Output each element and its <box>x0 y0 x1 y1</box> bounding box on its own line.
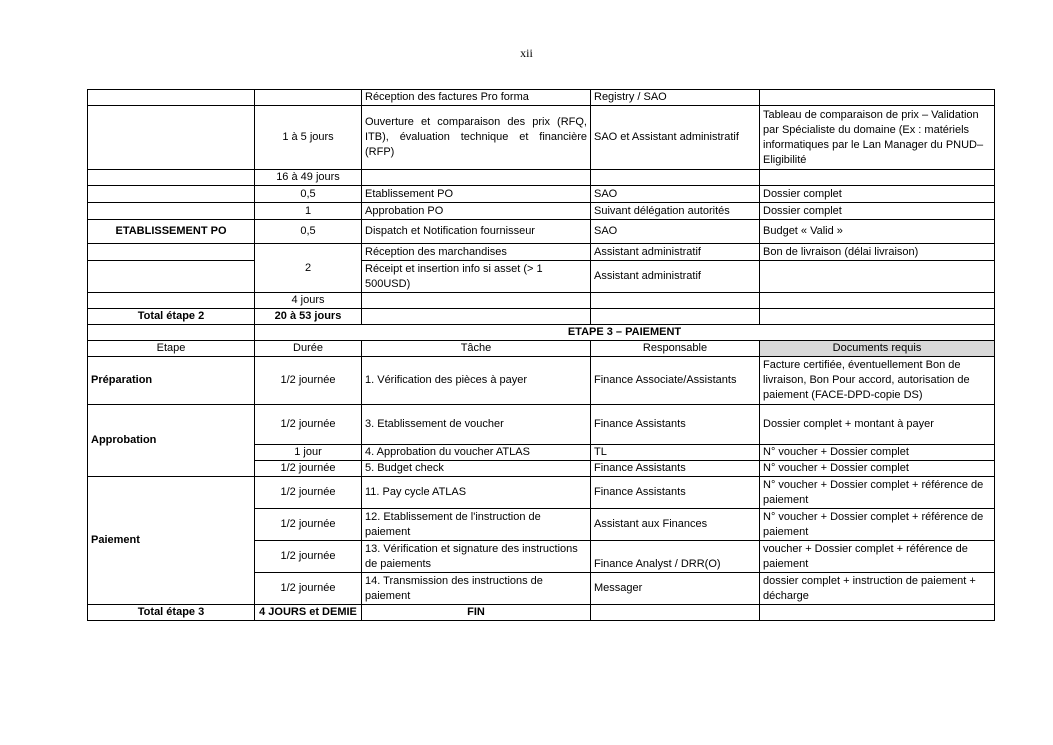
documents-cell <box>760 309 995 325</box>
etape-cell <box>88 203 255 220</box>
documents-cell: N° voucher + Dossier complet <box>760 445 995 461</box>
tache-cell: Réceipt et insertion info si asset (> 1 500USD) <box>362 261 591 293</box>
duree-cell: 1/2 journée <box>255 509 362 541</box>
header-documents: Documents requis <box>760 341 995 357</box>
duree-cell <box>255 90 362 106</box>
table-row <box>88 244 995 261</box>
total-tache: FIN <box>362 605 591 621</box>
tache-cell: 13. Vérification et signature des instructions de paiements <box>362 541 591 573</box>
tache-cell: Réception des factures Pro forma <box>362 90 591 106</box>
duree-cell: 1/2 journée <box>255 541 362 573</box>
tache-cell: Etablissement PO <box>362 186 591 203</box>
responsable-cell <box>591 605 760 621</box>
duree-cell: 1/2 journée <box>255 405 362 445</box>
documents-cell: voucher + Dossier complet + référence de paiement <box>760 541 995 573</box>
responsable-cell: Finance Assistants <box>591 461 760 477</box>
etape-cell <box>88 293 255 309</box>
documents-cell: Bon de livraison (délai livraison) <box>760 244 995 261</box>
duree-cell: 1 <box>255 203 362 220</box>
empty-cell <box>88 325 255 341</box>
etape-cell <box>88 170 255 186</box>
documents-cell: Dossier complet + montant à payer <box>760 405 995 445</box>
responsable-cell: Registry / SAO <box>591 90 760 106</box>
duree-cell: 1 à 5 jours <box>255 106 362 170</box>
tache-cell: Ouverture et comparaison des prix (RFQ, ITB), évaluation technique et financière (RFP) <box>362 106 591 170</box>
tache-cell: Approbation PO <box>362 203 591 220</box>
responsable-cell: Assistant administratif <box>591 244 760 261</box>
etape-label-paiement: Paiement <box>88 477 255 605</box>
procedure-table <box>87 89 995 621</box>
table-row <box>88 220 995 244</box>
documents-cell <box>760 90 995 106</box>
responsable-cell: Finance Analyst / DRR(O) <box>591 541 760 573</box>
tache-cell: 11. Pay cycle ATLAS <box>362 477 591 509</box>
total-duree: 20 à 53 jours <box>255 309 362 325</box>
table-row <box>88 261 995 293</box>
header-responsable: Responsable <box>591 341 760 357</box>
table-row <box>88 90 995 106</box>
etape-cell <box>88 261 255 293</box>
duree-cell: 1/2 journée <box>255 461 362 477</box>
table-row <box>88 186 995 203</box>
etape-cell <box>88 186 255 203</box>
tache-cell: Dispatch et Notification fournisseur <box>362 220 591 244</box>
total-row <box>88 309 995 325</box>
header-tache: Tâche <box>362 341 591 357</box>
documents-cell <box>760 261 995 293</box>
responsable-cell: TL <box>591 445 760 461</box>
duree-cell: 0,5 <box>255 220 362 244</box>
tache-cell: 3. Etablissement de voucher <box>362 405 591 445</box>
documents-cell: Dossier complet <box>760 186 995 203</box>
responsable-cell: Messager <box>591 573 760 605</box>
total-label: Total étape 3 <box>88 605 255 621</box>
header-row <box>88 341 995 357</box>
tache-cell: 4. Approbation du voucher ATLAS <box>362 445 591 461</box>
documents-cell: Tableau de comparaison de prix – Validation par Spécialiste du domaine (Ex : matériels informatiques par le Lan Manager du PNUD– Eligibilité <box>760 106 995 170</box>
tache-cell: 5. Budget check <box>362 461 591 477</box>
etape-cell: ETABLISSEMENT PO <box>88 220 255 244</box>
documents-cell: N° voucher + Dossier complet + référence de paiement <box>760 477 995 509</box>
duree-cell: 1/2 journée <box>255 573 362 605</box>
table-row <box>88 203 995 220</box>
documents-cell <box>760 293 995 309</box>
tache-cell: 14. Transmission des instructions de paiement <box>362 573 591 605</box>
responsable-cell: SAO <box>591 220 760 244</box>
table-row <box>88 477 995 509</box>
section-title: ETAPE 3 – PAIEMENT <box>255 325 995 341</box>
duree-cell: 0,5 <box>255 186 362 203</box>
documents-cell: N° voucher + Dossier complet + référence de paiement <box>760 509 995 541</box>
table-row <box>88 170 995 186</box>
table-row <box>88 357 995 405</box>
duree-cell: 1/2 journée <box>255 357 362 405</box>
table-row <box>88 106 995 170</box>
etape-cell <box>88 106 255 170</box>
header-etape: Etape <box>88 341 255 357</box>
responsable-cell: Finance Assistants <box>591 477 760 509</box>
table-row <box>88 405 995 445</box>
documents-cell: Budget « Valid » <box>760 220 995 244</box>
documents-cell: Dossier complet <box>760 203 995 220</box>
responsable-cell: Finance Associate/Assistants <box>591 357 760 405</box>
tache-cell <box>362 293 591 309</box>
etape-label-approbation: Approbation <box>88 405 255 477</box>
responsable-cell <box>591 170 760 186</box>
duree-cell: 1/2 journée <box>255 477 362 509</box>
tache-cell <box>362 309 591 325</box>
table-row <box>88 293 995 309</box>
etape-label-preparation: Préparation <box>88 357 255 405</box>
duree-cell: 2 <box>255 244 362 293</box>
tache-cell: 12. Etablissement de l'instruction de paiement <box>362 509 591 541</box>
documents-cell <box>760 605 995 621</box>
page-number: xii <box>520 46 533 60</box>
tache-cell: 1. Vérification des pièces à payer <box>362 357 591 405</box>
tache-cell: Réception des marchandises <box>362 244 591 261</box>
section-title-row <box>88 325 995 341</box>
etape-cell <box>88 90 255 106</box>
duree-cell: 1 jour <box>255 445 362 461</box>
responsable-cell: SAO et Assistant administratif <box>591 106 760 170</box>
responsable-cell <box>591 309 760 325</box>
responsable-cell: SAO <box>591 186 760 203</box>
documents-cell: Facture certifiée, éventuellement Bon de livraison, Bon Pour accord, autorisation de paiement (FACE-DPD-copie DS) <box>760 357 995 405</box>
total-row <box>88 605 995 621</box>
responsable-cell: Finance Assistants <box>591 405 760 445</box>
duree-cell: 4 jours <box>255 293 362 309</box>
duree-cell: 16 à 49 jours <box>255 170 362 186</box>
responsable-cell: Assistant aux Finances <box>591 509 760 541</box>
tache-cell <box>362 170 591 186</box>
responsable-cell <box>591 293 760 309</box>
documents-cell: N° voucher + Dossier complet <box>760 461 995 477</box>
documents-cell <box>760 170 995 186</box>
total-duree: 4 JOURS et DEMIE <box>255 605 362 621</box>
total-label: Total étape 2 <box>88 309 255 325</box>
responsable-cell: Suivant délégation autorités <box>591 203 760 220</box>
documents-cell: dossier complet + instruction de paiement + décharge <box>760 573 995 605</box>
header-duree: Durée <box>255 341 362 357</box>
etape-cell <box>88 244 255 261</box>
responsable-cell: Assistant administratif <box>591 261 760 293</box>
